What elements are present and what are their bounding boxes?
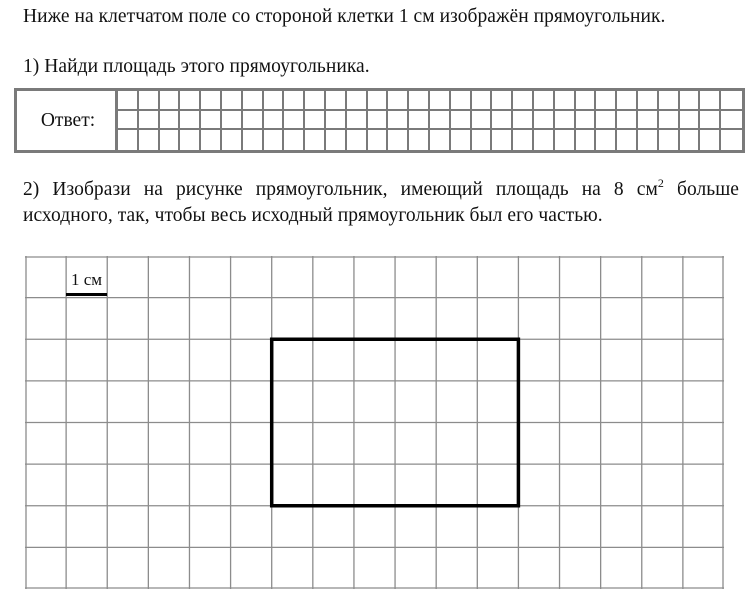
- scale-bar: [66, 293, 107, 296]
- answer-cell[interactable]: [160, 111, 181, 131]
- answer-cell[interactable]: [139, 130, 160, 150]
- answer-cell[interactable]: [451, 91, 472, 111]
- answer-cell[interactable]: [388, 91, 409, 111]
- answer-box: [14, 88, 745, 153]
- answer-cell[interactable]: [638, 91, 659, 111]
- answer-cell[interactable]: [659, 111, 680, 131]
- answer-cell[interactable]: [638, 130, 659, 150]
- answer-cell[interactable]: [388, 111, 409, 131]
- answer-cell[interactable]: [555, 111, 576, 131]
- answer-cell[interactable]: [700, 91, 721, 111]
- grid-drawing[interactable]: [25, 256, 724, 589]
- answer-cell[interactable]: [721, 130, 742, 150]
- answer-cell[interactable]: [284, 111, 305, 131]
- answer-cell[interactable]: [201, 130, 222, 150]
- answer-cell[interactable]: [139, 111, 160, 131]
- answer-cell[interactable]: [659, 91, 680, 111]
- question-1: 1) Найди площадь этого прямоугольника.: [23, 56, 370, 77]
- checkered-field[interactable]: [25, 256, 724, 589]
- answer-cell[interactable]: [160, 91, 181, 111]
- answer-cell[interactable]: [659, 130, 680, 150]
- answer-cell[interactable]: [680, 130, 701, 150]
- answer-cell[interactable]: [617, 111, 638, 131]
- answer-cell[interactable]: [721, 91, 742, 111]
- intro-text: Ниже на клетчатом поле со стороной клетки 1 см изображён прямоугольник.: [23, 6, 666, 27]
- answer-cell[interactable]: [326, 130, 347, 150]
- question-2-text-end: больше: [663, 179, 740, 200]
- answer-cell[interactable]: [118, 130, 139, 150]
- answer-cell[interactable]: [700, 111, 721, 131]
- answer-cell[interactable]: [680, 91, 701, 111]
- answer-cell[interactable]: [513, 111, 534, 131]
- answer-cell[interactable]: [305, 111, 326, 131]
- answer-cell[interactable]: [368, 111, 389, 131]
- answer-cell[interactable]: [492, 91, 513, 111]
- answer-cell[interactable]: [201, 111, 222, 131]
- answer-cell[interactable]: [680, 111, 701, 131]
- answer-cell[interactable]: [472, 111, 493, 131]
- answer-cell[interactable]: [243, 111, 264, 131]
- answer-cell[interactable]: [492, 111, 513, 131]
- answer-cell[interactable]: [513, 130, 534, 150]
- answer-cell[interactable]: [368, 91, 389, 111]
- answer-cell[interactable]: [347, 111, 368, 131]
- answer-cell[interactable]: [160, 130, 181, 150]
- answer-cell[interactable]: [368, 130, 389, 150]
- answer-cell[interactable]: [534, 130, 555, 150]
- answer-cell[interactable]: [409, 91, 430, 111]
- answer-cell[interactable]: [555, 130, 576, 150]
- question-2-line-1: [23, 176, 740, 201]
- answer-cell[interactable]: [305, 130, 326, 150]
- answer-cell[interactable]: [118, 91, 139, 111]
- answer-cell[interactable]: [326, 91, 347, 111]
- answer-input-grid[interactable]: [118, 91, 742, 150]
- answer-cell[interactable]: [347, 130, 368, 150]
- answer-cell[interactable]: [284, 91, 305, 111]
- answer-cell[interactable]: [472, 130, 493, 150]
- answer-cell[interactable]: [534, 111, 555, 131]
- answer-cell[interactable]: [264, 111, 285, 131]
- answer-cell[interactable]: [243, 91, 264, 111]
- answer-cell[interactable]: [513, 91, 534, 111]
- answer-cell[interactable]: [430, 111, 451, 131]
- answer-cell[interactable]: [638, 111, 659, 131]
- answer-cell[interactable]: [305, 91, 326, 111]
- answer-cell[interactable]: [409, 130, 430, 150]
- answer-cell[interactable]: [264, 130, 285, 150]
- answer-cell[interactable]: [700, 130, 721, 150]
- answer-cell[interactable]: [576, 91, 597, 111]
- question-2-line-2: исходного, так, чтобы весь исходный прямоугольник был его частью.: [23, 205, 603, 226]
- answer-cell[interactable]: [180, 91, 201, 111]
- answer-cell[interactable]: [326, 111, 347, 131]
- answer-cell[interactable]: [180, 111, 201, 131]
- answer-cell[interactable]: [430, 130, 451, 150]
- answer-cell[interactable]: [388, 130, 409, 150]
- answer-cell[interactable]: [139, 91, 160, 111]
- answer-cell[interactable]: [472, 91, 493, 111]
- answer-cell[interactable]: [118, 111, 139, 131]
- answer-cell[interactable]: [555, 91, 576, 111]
- answer-cell[interactable]: [576, 111, 597, 131]
- answer-cell[interactable]: [430, 91, 451, 111]
- answer-cell[interactable]: [264, 91, 285, 111]
- answer-cell[interactable]: [596, 111, 617, 131]
- superscript-2: 2: [657, 176, 664, 190]
- answer-cell[interactable]: [596, 91, 617, 111]
- answer-label: Ответ:: [17, 91, 118, 150]
- answer-cell[interactable]: [180, 130, 201, 150]
- answer-cell[interactable]: [284, 130, 305, 150]
- answer-cell[interactable]: [451, 130, 472, 150]
- answer-cell[interactable]: [409, 111, 430, 131]
- question-2-text: 2) Изобрази на рисунке прямоугольник, имеющий площадь на 8 см: [23, 179, 658, 200]
- answer-cell[interactable]: [617, 91, 638, 111]
- answer-cell[interactable]: [243, 130, 264, 150]
- answer-cell[interactable]: [222, 91, 243, 111]
- answer-cell[interactable]: [222, 111, 243, 131]
- answer-cell[interactable]: [617, 130, 638, 150]
- answer-cell[interactable]: [492, 130, 513, 150]
- answer-cell[interactable]: [222, 130, 243, 150]
- answer-cell[interactable]: [201, 91, 222, 111]
- answer-cell[interactable]: [451, 111, 472, 131]
- answer-cell[interactable]: [721, 111, 742, 131]
- scale-label: 1 см: [70, 270, 103, 289]
- answer-cell[interactable]: [534, 91, 555, 111]
- answer-cell[interactable]: [596, 130, 617, 150]
- answer-cell[interactable]: [347, 91, 368, 111]
- answer-cell[interactable]: [576, 130, 597, 150]
